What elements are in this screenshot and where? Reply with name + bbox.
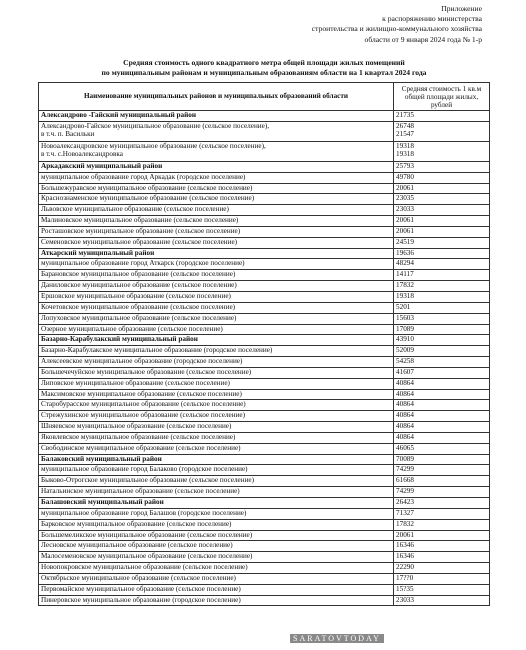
row-value-cell: 41607 [394,367,490,378]
row-name-cell: Александрово -Гайский муниципальный район [39,111,394,122]
row-name-cell: Быково-Отрогское муниципальное образование (сельское поселение) [39,476,394,487]
appendix-line: Приложение [441,4,482,13]
row-name-cell: Балаковский муниципальный район [39,454,394,465]
row-subvalue: 21547 [396,130,414,139]
table-row [39,324,490,335]
row-name-cell: Алексеевское муниципальное образование (городское поселение) [39,357,394,368]
table-row [39,226,490,237]
row-name-cell: Большечечуйское муниципальное образование (сельское поселение) [39,367,394,378]
row-name-cell: Пинеровское муниципальное образование (городское поселение) [39,595,394,606]
table-header-row [39,83,490,111]
appendix-line: области от 9 января 2024 года № 1-р [364,34,482,44]
row-name-cell: муниципальное образование город Аткарск (городское поселение) [39,259,394,270]
row-value-cell: 19636 [394,248,490,259]
row-name-cell [39,121,394,141]
row-value-cell: 26423 [394,498,490,509]
table-row [39,346,490,357]
table-row [39,313,490,324]
row-value-cell: 21735 [394,111,490,122]
table-row [39,508,490,519]
row-subname: в т.ч. п. Васильки [41,130,95,139]
column-header-cost: Средняя стоимость 1 кв.м общей площади жилых, рублей [394,83,490,111]
appendix-line: строительства и жилищно-коммунального хозяйства [311,24,482,34]
table-row [39,465,490,476]
row-name-cell: Аркадакский муниципальный район [39,161,394,172]
column-header-name: Наименование муниципальных районов и муниципальных образований области [39,83,394,111]
row-value-cell: 16346 [394,541,490,552]
table-row [39,216,490,227]
appendix-line: к распоряжению министерства [382,14,482,24]
row-subvalue: 19318 [396,150,414,159]
row-value-cell: 40864 [394,400,490,411]
row-value-cell: 17089 [394,324,490,335]
row-name-cell: Барановское муниципальное образование (сельское поселение) [39,270,394,281]
table-row [39,552,490,563]
district-row [39,161,490,172]
row-name: Новоалександровское муниципальное образование (сельское поселение), [41,141,266,150]
table-row [39,443,490,454]
row-value-cell: 40864 [394,389,490,400]
row-name-cell: Росташовское муниципальное образование (сельское поселение) [39,226,394,237]
row-value-cell: 17832 [394,281,490,292]
row-value-cell: 24519 [394,237,490,248]
row-name-cell: Базарно-Карабулакское муниципальное образование (городское поселение) [39,346,394,357]
district-row [39,498,490,509]
row-name-cell: Натальинское муниципальное образование (сельское поселение) [39,487,394,498]
table-row [39,291,490,302]
row-name-cell: Октябрьское муниципальное образование (сельское поселение) [39,573,394,584]
row-name-cell: Максимовское муниципальное образование (сельское поселение) [39,389,394,400]
row-value-cell: 17832 [394,519,490,530]
row-value-cell: 74299 [394,487,490,498]
row-value-cell: 40864 [394,432,490,443]
row-name-cell [39,141,394,161]
row-value-cell: 40864 [394,378,490,389]
row-value-cell: 25793 [394,161,490,172]
row-name-cell: Старобурасское муниципальное образование (сельское поселение) [39,400,394,411]
row-value-cell: 49780 [394,172,490,183]
table-row [39,422,490,433]
district-row [39,111,490,122]
row-name-cell: муниципальное образование город Аркадак (городское поселение) [39,172,394,183]
table-row [39,389,490,400]
table-row [39,411,490,422]
table-body [39,111,490,606]
row-name-cell: Первомайское муниципальное образование (сельское поселение) [39,584,394,595]
row-value-cell: 20061 [394,226,490,237]
table-row [39,573,490,584]
row-value-cell: 23035 [394,194,490,205]
row-name-cell: Аткарский муниципальный район [39,248,394,259]
row-value-cell: 70089 [394,454,490,465]
row-name-cell: Краснознаменское муниципальное образование (сельское поселение) [39,194,394,205]
table-row [39,121,490,141]
row-value-cell: 14117 [394,270,490,281]
district-row [39,454,490,465]
row-value-cell: 74299 [394,465,490,476]
row-value-cell: 22290 [394,563,490,574]
row-name-cell: Свободинское муниципальное образование (сельское поселение) [39,443,394,454]
row-value-cell: 40864 [394,422,490,433]
district-row [39,335,490,346]
row-name-cell: Кочетовское муниципальное образование (сельское поселение) [39,302,394,313]
table-row [39,367,490,378]
cost-table [38,82,490,606]
title-line: Средняя стоимость одного квадратного метра общей площади жилых помещений [123,58,405,67]
table-row [39,476,490,487]
row-value-cell: 71327 [394,508,490,519]
row-name-cell: муниципальное образование город Балашов (городское поселение) [39,508,394,519]
table-row [39,378,490,389]
table-row [39,183,490,194]
table-row [39,302,490,313]
table-row [39,259,490,270]
row-value-cell: 48294 [394,259,490,270]
row-name: Александрово-Гайское муниципальное образование (сельское поселение), [41,121,270,130]
row-name-cell: муниципальное образование город Балаково (городское поселение) [39,465,394,476]
table-row [39,237,490,248]
row-name-cell: Липовское муниципальное образование (сельское поселение) [39,378,394,389]
row-value-cell: 20061 [394,216,490,227]
row-name-cell: Ершовское муниципальное образование (сельское поселение) [39,291,394,302]
table-row [39,519,490,530]
row-value-cell: 16346 [394,552,490,563]
row-value-cell: 40864 [394,411,490,422]
row-subname: в т.ч. с.Новоалександровка [41,150,123,159]
table-row [39,270,490,281]
row-value-cell: 54258 [394,357,490,368]
table-row [39,205,490,216]
table-row [39,432,490,443]
row-name-cell: Озерное муниципальное образование (сельское поселение) [39,324,394,335]
table-row [39,530,490,541]
table-row [39,563,490,574]
row-value-cell: 15603 [394,313,490,324]
row-value-cell [394,141,490,161]
row-value-cell [394,121,490,141]
row-name-cell: Барковское муниципальное образование (сельское поселение) [39,519,394,530]
table-row [39,487,490,498]
row-name-cell: Лопуховское муниципальное образование (сельское поселение) [39,313,394,324]
row-name-cell: Стрежухинское муниципальное образование (сельское поселение) [39,411,394,422]
row-value-cell: 43910 [394,335,490,346]
appendix-note [222,4,482,45]
table-row [39,541,490,552]
table-row [39,172,490,183]
row-name-cell: Яковлевское муниципальное образование (сельское поселение) [39,432,394,443]
table-row [39,194,490,205]
table-row [39,400,490,411]
row-name-cell: Даниловское муниципальное образование (сельское поселение) [39,281,394,292]
table-row [39,281,490,292]
row-name-cell: Шняевское муниципальное образование (сельское поселение) [39,422,394,433]
row-value-cell: 15?35 [394,584,490,595]
title-line: по муниципальным районам и муниципальным образованиям области на 1 квартал 2024 года [101,68,427,77]
row-name-cell: Лесновское муниципальное образование (сельское поселение) [39,541,394,552]
row-name-cell: Семеновское муниципальное образование (сельское поселение) [39,237,394,248]
row-value-cell: 5201 [394,302,490,313]
row-name-cell: Большемеликское муниципальное образование (сельское поселение) [39,530,394,541]
row-value-cell: 20061 [394,530,490,541]
row-name-cell: Львовское муниципальное образование (сельское поселение) [39,205,394,216]
row-value-cell: 61668 [394,476,490,487]
row-name-cell: Новопокровское муниципальное образование (сельское поселение) [39,563,394,574]
row-value-cell: 20061 [394,183,490,194]
table-row [39,595,490,606]
row-value-cell: 23033 [394,205,490,216]
table-row [39,357,490,368]
row-value-cell: 17??0 [394,573,490,584]
row-name-cell: Балашовский муниципальный район [39,498,394,509]
row-value-cell: 23033 [394,595,490,606]
row-value-cell: 52009 [394,346,490,357]
watermark: SARATOVTODAY [290,634,384,643]
row-value-cell: 46065 [394,443,490,454]
row-name-cell: Большежуравское муниципальное образование (сельское поселение) [39,183,394,194]
district-row [39,248,490,259]
document-title [36,58,492,78]
row-value: 19318 [396,141,414,150]
row-name-cell: Малосеменовское муниципальное образование (сельское поселение) [39,552,394,563]
row-value-cell: 19318 [394,291,490,302]
row-value: 26748 [396,121,414,130]
row-name-cell: Малиновское муниципальное образование (сельское поселение) [39,216,394,227]
table-row [39,584,490,595]
table-row [39,141,490,161]
row-name-cell: Базарно-Карабулакский муниципальный район [39,335,394,346]
